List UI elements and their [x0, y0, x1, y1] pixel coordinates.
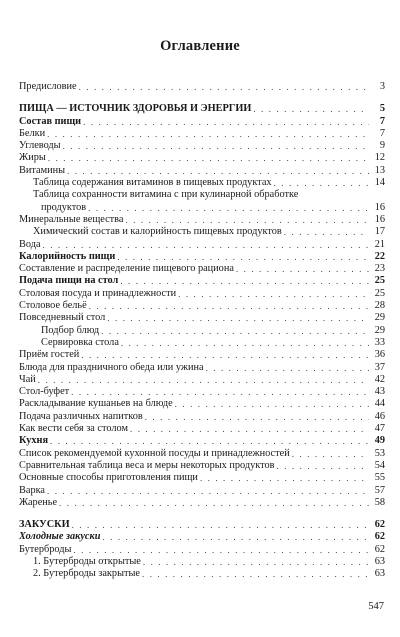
toc-entry-label: Подбор блюд: [41, 324, 100, 336]
toc-entry-label: Блюда для праздничного обеда или ужина: [19, 361, 204, 373]
toc-entry-label: Подача различных напитков: [19, 410, 143, 422]
toc-entry: [19, 362, 385, 374]
toc-leader-dots: [145, 411, 369, 423]
toc-entry: [19, 300, 385, 312]
toc-entry-page: 62: [374, 543, 385, 555]
toc-entry-page: 42: [374, 373, 385, 385]
toc-entry: [19, 544, 385, 556]
toc-entry: [19, 374, 385, 386]
toc-leader-dots: [63, 140, 369, 152]
toc-entry-label: Подача пищи на стол: [19, 275, 119, 287]
toc-entry-page: 37: [374, 361, 385, 373]
toc-entry-label: Состав пищи: [19, 115, 82, 127]
toc-entry: [19, 312, 385, 324]
toc-entry-page: 47: [374, 423, 385, 435]
toc-entry-page: 17: [374, 226, 385, 238]
toc-entry: [19, 263, 385, 275]
toc-entry: [19, 288, 385, 300]
toc-entry-page: 62: [374, 519, 385, 531]
toc-leader-dots: [284, 226, 369, 238]
toc-entry-page: 53: [374, 447, 385, 459]
table-of-contents: [19, 81, 385, 581]
toc-leader-dots: [89, 300, 369, 312]
toc-entry: [19, 497, 385, 509]
toc-entry-page: 63: [374, 555, 385, 567]
toc-leader-dots: [48, 152, 369, 164]
toc-leader-dots: [88, 202, 369, 214]
toc-entry-label: Столовое бельё: [19, 300, 87, 312]
toc-entry-page: 13: [374, 164, 385, 176]
toc-leader-dots: [81, 349, 369, 361]
toc-entry-label: Варка: [19, 484, 46, 496]
toc-entry-page: 62: [374, 531, 385, 543]
toc-entry-label: Чай: [19, 373, 36, 385]
toc-entry-label: Сервировка стола: [41, 336, 119, 348]
toc-entry-page: 16: [374, 201, 385, 213]
toc-entry: [19, 337, 385, 349]
toc-entry: [19, 177, 385, 189]
toc-entry-page: 25: [374, 275, 385, 287]
toc-leader-dots: [73, 544, 369, 556]
toc-entry: [19, 202, 385, 214]
toc-entry-label: Жиры: [19, 152, 46, 164]
toc-entry: [19, 485, 385, 497]
toc-entry: [19, 460, 385, 472]
toc-leader-dots: [236, 263, 369, 275]
toc-entry-label: Приём гостей: [19, 349, 80, 361]
toc-entry-label: ПИЩА — ИСТОЧНИК ЗДОРОВЬЯ И ЭНЕРГИИ: [19, 103, 252, 115]
toc-entry-page: 14: [374, 177, 385, 189]
toc-leader-dots: [67, 165, 369, 177]
toc-entry-label: Список рекомендуемой кухонной посуды и принадлежностей: [19, 447, 290, 459]
toc-leader-dots: [120, 275, 369, 287]
toc-entry: [19, 251, 385, 263]
toc-entry-label: 1. Бутерброды открытые: [33, 555, 141, 567]
toc-entry: [19, 239, 385, 251]
toc-entry-label: Сравнительная таблица веса и меры некоторых продуктов: [19, 459, 275, 471]
toc-leader-dots: [83, 116, 369, 128]
toc-leader-dots: [38, 374, 369, 386]
toc-leader-dots: [130, 423, 369, 435]
toc-entry-page: 29: [374, 312, 385, 324]
toc-leader-dots: [143, 556, 369, 568]
toc-entry-label: Бутерброды: [19, 543, 72, 555]
toc-entry-label: Углеводы: [19, 140, 61, 152]
toc-leader-dots: [71, 386, 369, 398]
toc-entry-label: Основные способы приготовления пищи: [19, 472, 198, 484]
toc-entry-page: 57: [374, 484, 385, 496]
toc-entry-page: 16: [374, 213, 385, 225]
toc-leader-dots: [206, 362, 369, 374]
toc-entry-page: 44: [374, 398, 385, 410]
toc-entry-label: Повседневный стол: [19, 312, 106, 324]
toc-entry-page: 7: [379, 115, 385, 127]
toc-leader-dots: [101, 325, 369, 337]
toc-entry: [19, 531, 385, 543]
page-number: 547: [368, 601, 384, 612]
toc-entry-label: Калорийность пищи: [19, 250, 116, 262]
toc-leader-dots: [79, 81, 369, 93]
toc-entry-page: 63: [374, 568, 385, 580]
toc-entry-page: 49: [374, 435, 385, 447]
toc-entry-label: Таблица сохранности витамина с при кулинарной обработке: [33, 189, 299, 201]
toc-leader-dots: [200, 472, 369, 484]
toc-entry: [19, 398, 385, 410]
toc-entry-page: 21: [374, 238, 385, 250]
toc-entry: [19, 386, 385, 398]
toc-leader-dots: [107, 312, 369, 324]
toc-leader-dots: [142, 568, 369, 580]
toc-entry-label: Минеральные вещества: [19, 213, 124, 225]
toc-leader-dots: [253, 103, 369, 115]
toc-entry-label: Витамины: [19, 164, 66, 176]
toc-entry-page: 22: [374, 250, 385, 262]
toc-leader-dots: [59, 497, 369, 509]
toc-leader-dots: [274, 177, 369, 189]
toc-entry-page: 58: [374, 496, 385, 508]
toc-entry: [19, 349, 385, 361]
toc-entry-label: Химический состав и калорийность пищевых продуктов: [33, 226, 282, 238]
toc-entry-page: 55: [374, 472, 385, 484]
toc-entry-label: Столовая посуда и принадлежности: [19, 287, 177, 299]
toc-leader-dots: [47, 128, 369, 140]
toc-leader-dots: [292, 448, 369, 460]
toc-entry-page: 5: [379, 103, 385, 115]
toc-entry-page: 54: [374, 459, 385, 471]
page-title: Оглавление: [160, 38, 240, 54]
toc-entry: [19, 411, 385, 423]
toc-leader-dots: [125, 214, 369, 226]
toc-leader-dots: [72, 519, 369, 531]
toc-entry-label: Предисловие: [19, 81, 77, 92]
toc-entry-page: 36: [374, 349, 385, 361]
toc-entry: [19, 423, 385, 435]
toc-entry: [19, 116, 385, 128]
toc-entry: [19, 128, 385, 140]
toc-entry-label: Как вести себя за столом: [19, 423, 128, 435]
toc-entry-page: 12: [374, 152, 385, 164]
toc-entry-label: продуктов: [41, 201, 87, 213]
toc-entry: [19, 226, 385, 238]
toc-entry: [19, 152, 385, 164]
toc-entry: [19, 214, 385, 226]
toc-entry: [19, 93, 385, 115]
toc-leader-dots: [117, 251, 369, 263]
toc-entry-label: 2. Бутерброды закрытые: [33, 568, 140, 580]
toc-entry-label: Жаренье: [19, 496, 58, 508]
toc-entry-label: Холодные закуски: [19, 531, 101, 543]
toc-entry-page: 3: [379, 81, 385, 92]
toc-leader-dots: [43, 239, 369, 251]
toc-entry-label: Составление и распределение пищевого рациона: [19, 263, 234, 275]
toc-entry-label: ЗАКУСКИ: [19, 519, 70, 531]
toc-leader-dots: [50, 435, 369, 447]
toc-entry-label: Белки: [19, 127, 46, 139]
toc-entry: [19, 165, 385, 177]
toc-leader-dots: [175, 398, 369, 410]
toc-entry: [19, 472, 385, 484]
toc-leader-dots: [47, 485, 369, 497]
toc-leader-dots: [277, 460, 369, 472]
toc-entry: [19, 189, 385, 201]
toc-entry: [19, 81, 385, 93]
toc-entry: [19, 325, 385, 337]
toc-entry-label: Кухня: [19, 435, 49, 447]
toc-entry: [19, 275, 385, 287]
toc-entry-label: Вода: [19, 238, 41, 250]
toc-entry: [19, 509, 385, 531]
toc-entry: [19, 140, 385, 152]
toc-entry-page: 29: [374, 324, 385, 336]
toc-leader-dots: [121, 337, 369, 349]
toc-entry: [19, 448, 385, 460]
toc-entry-label: Раскладывание кушаньев на блюде: [19, 398, 173, 410]
toc-entry: [19, 435, 385, 447]
toc-entry-page: 43: [374, 386, 385, 398]
toc-entry-page: 25: [374, 287, 385, 299]
toc-entry-page: 33: [374, 336, 385, 348]
toc-entry-page: 7: [379, 127, 385, 139]
toc-entry-page: 46: [374, 410, 385, 422]
toc-entry-page: 28: [374, 300, 385, 312]
toc-entry-label: Таблица содержания витаминов в пищевых продуктах: [33, 177, 272, 189]
toc-entry: [19, 568, 385, 580]
toc-entry-page: 9: [379, 140, 385, 152]
toc-entry-label: Стол-буфет: [19, 386, 70, 398]
toc-leader-dots: [178, 288, 369, 300]
toc-leader-dots: [102, 531, 369, 543]
toc-entry-page: 23: [374, 263, 385, 275]
toc-entry: [19, 556, 385, 568]
